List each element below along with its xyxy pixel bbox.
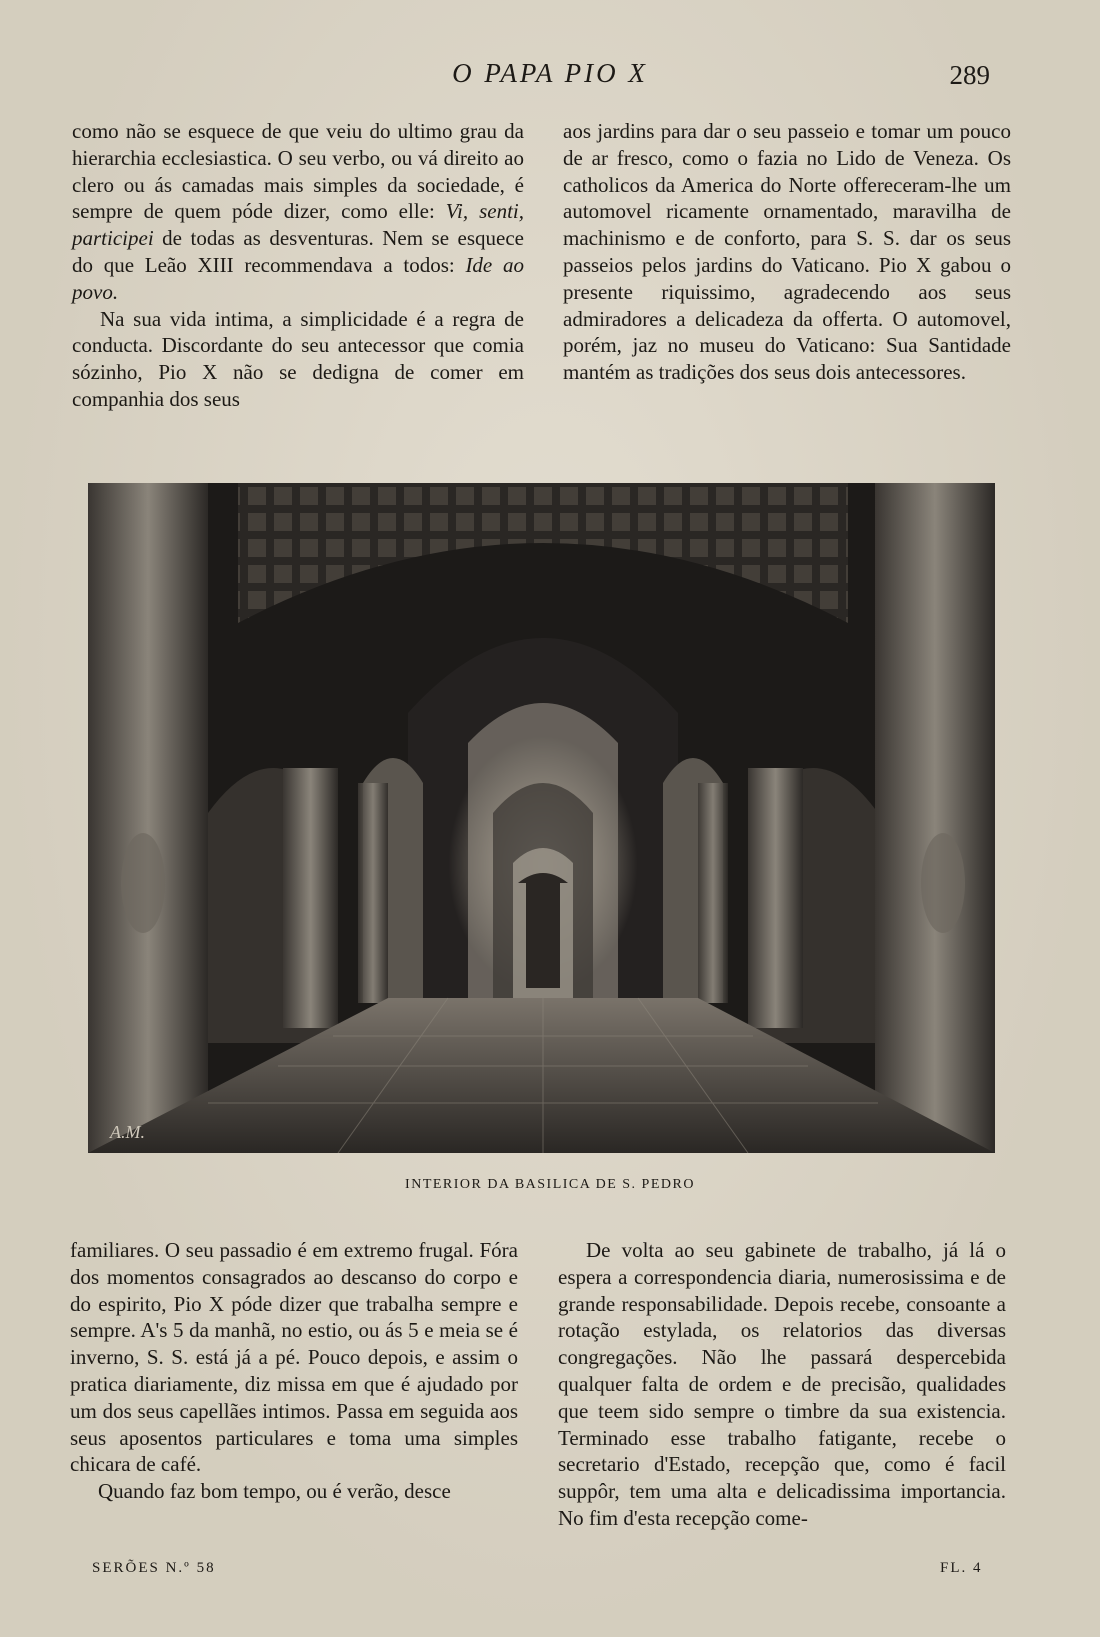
text-run: como não se esquece de que veiu do ultimo grau da hierarchia ecclesiastica. O seu verbo, ou vá direito ao clero ou ás camadas mais simples da sociedade, é sempre de quem póde dizer, como elle:: [72, 119, 524, 224]
paragraph: [72, 118, 524, 306]
text-column-bottom-left: [70, 1237, 518, 1505]
italic-quote: Ide ao povo.: [72, 252, 524, 304]
paragraph: familiares. O seu passadio é em extremo frugal. Fóra dos momentos consagrados ao descanso do corpo e do espirito, Pio X póde dizer que trabalha sempre e sempre. A's 5 da manhã, no estio, ou ás 5 e meia se é inverno, S. S. está já a pé. Pouco depois, e assim o pratica diariamente, diz missa em que é ajudado por um dos seus capellães intimos. Passa em seguida aos seus aposentos particulares e toma uma simples chicara de café.: [70, 1238, 518, 1477]
paragraph: aos jardins para dar o seu passeio e tomar um pouco de ar fresco, como o fazia no Lido de Veneza. Os catholicos da America do Norte offereceram-lhe um automovel ricamente ornamentado, maravilha de machinismo e de conforto, para S. S. dar os seus passeios pelos jardins do Vaticano. Pio X gabou o presente riquissimo, agradecendo aos seus admiradores a delicadeza da offerta. O automovel, porém, jaz no museu do Vaticano: Sua Santidade mantém as tradições dos seus dois antecessores.: [563, 119, 1011, 385]
paragraph: De volta ao seu gabinete de trabalho, já lá o espera a correspondencia diaria, numerosissima e de grande responsabilidade. Depois recebe, consoante a rotação estylada, os relatorios das diversas congregações. Não lhe passará despercebida qualquer falta de ordem e de precisão, qualidades que teem sido sempre o timbre da sua existencia. Terminado esse trabalho fatigante, recebe o secretario d'Estado, recepção que, como é facil suppôr, tem uma alta e delicadissima importancia. No fim d'esta recepção come-: [558, 1238, 1006, 1530]
footer-sheet-mark: FL. 4: [940, 1560, 983, 1576]
footer-publication: SERÕES N.º 58: [92, 1560, 216, 1576]
text-column-top-right: [563, 118, 1011, 386]
italic-quote: Vi, senti, participei: [72, 199, 524, 251]
running-title: O PAPA PIO X: [452, 58, 648, 88]
artist-signature: A.M.: [110, 1122, 145, 1142]
basilica-interior-photograph: [88, 483, 995, 1153]
paragraph: Na sua vida intima, a simplicidade é a regra de conducta. Discordante do seu antecessor que comia sózinho, Pio X não se dedigna de comer em companhia dos seus: [72, 306, 524, 411]
text-column-bottom-right: [558, 1237, 1006, 1532]
paragraph: Quando faz bom tempo, ou é verão, desce: [98, 1479, 451, 1504]
photograph-illustration: [88, 483, 995, 1153]
text-run: de todas as desventuras. Nem se esquece do que Leão XIII recommendava a todos:: [72, 226, 524, 277]
page-number: 289: [949, 60, 990, 90]
text-column-top-left: [72, 118, 524, 413]
figure-caption: INTERIOR DA BASILICA DE S. PEDRO: [405, 1177, 695, 1192]
